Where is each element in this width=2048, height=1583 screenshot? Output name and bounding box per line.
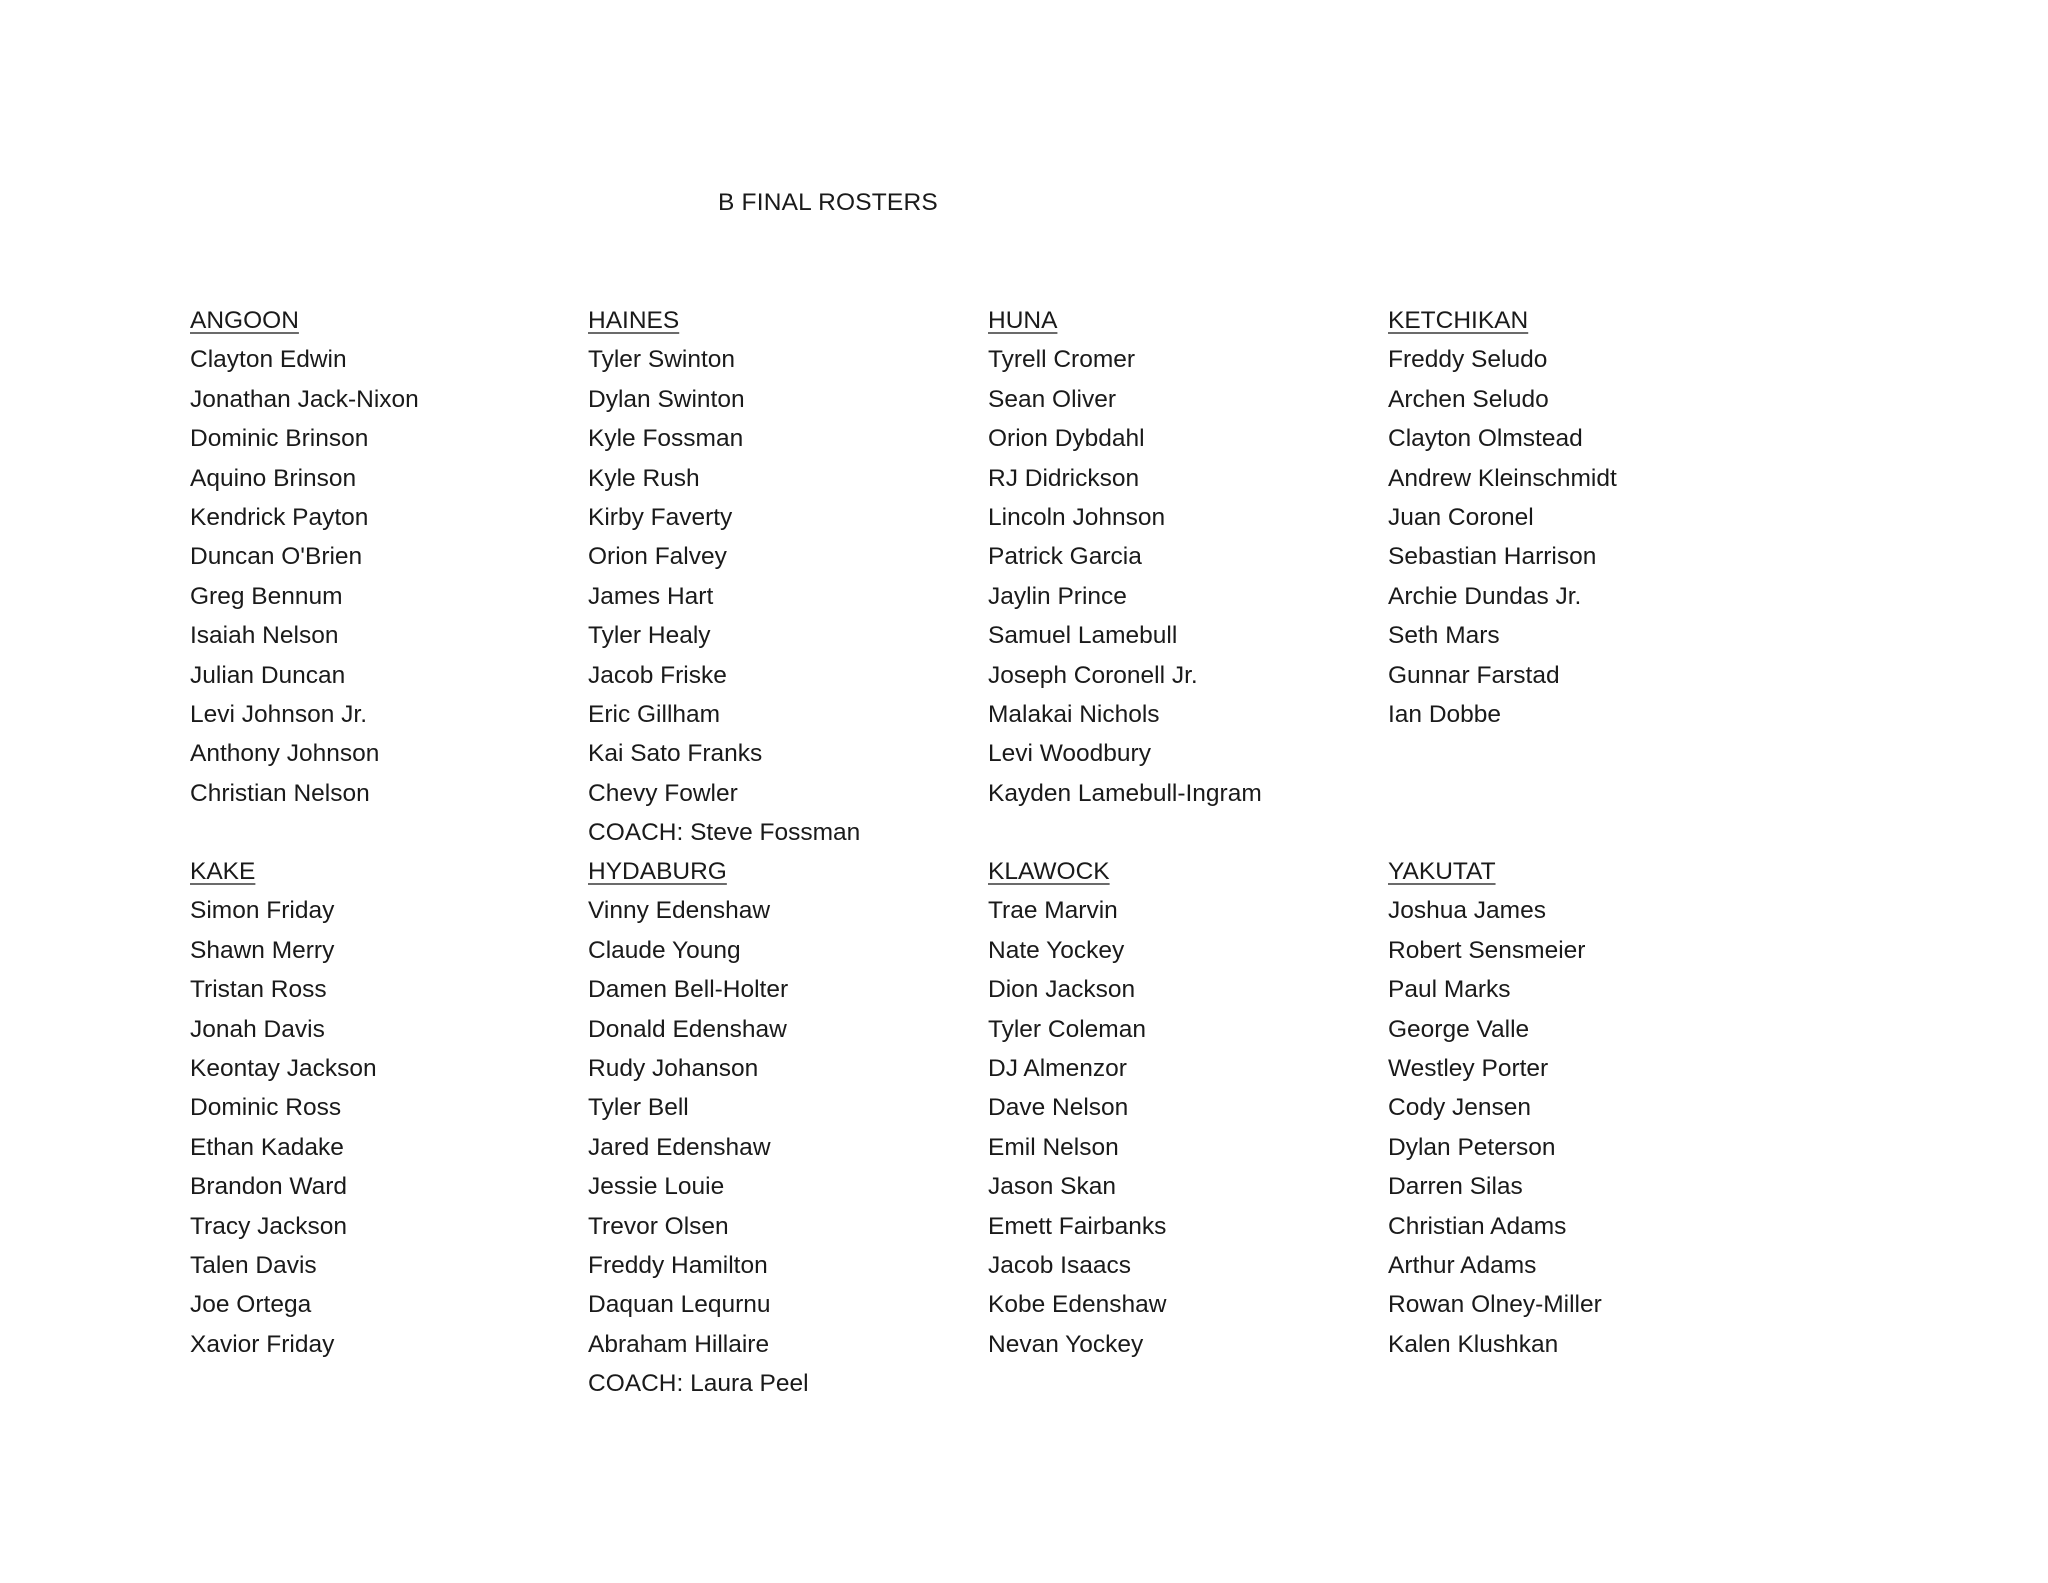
player-name: Seth Mars [1388,622,1500,650]
player-name: Emett Fairbanks [988,1212,1167,1240]
team-block [988,852,1388,1404]
player-name: Juan Coronel [1388,504,1534,532]
player-name: Gunnar Farstad [1388,661,1560,689]
player-name: Paul Marks [1388,976,1511,1004]
player-list [588,891,988,1403]
player-name: Arthur Adams [1388,1252,1537,1280]
player-name: Dave Nelson [988,1094,1129,1122]
player-name: Jonah Davis [190,1015,325,1043]
player-name: Claude Young [588,936,741,964]
player-list [190,340,588,813]
player-name: DJ Almenzor [988,1055,1127,1083]
player-name: Eric Gillham [588,701,721,729]
player-name: Rudy Johanson [588,1055,759,1083]
player-name: Julian Duncan [190,661,346,689]
player-name: Emil Nelson [988,1133,1119,1161]
player-list [190,891,588,1364]
player-name: Brandon Ward [190,1173,348,1201]
team-name: KAKE [190,858,256,885]
player-name: Tyler Coleman [988,1015,1146,1043]
player-name: Joseph Coronell Jr. [988,661,1198,689]
team-name: HYDABURG [588,858,727,885]
team-name: YAKUTAT [1388,858,1496,885]
team-name: ANGOON [190,307,299,334]
player-name: Sean Oliver [988,385,1117,413]
player-list [588,340,988,852]
player-name: Jared Edenshaw [588,1133,771,1161]
player-name: Trae Marvin [988,897,1118,925]
player-list [988,891,1388,1364]
player-name: Kobe Edenshaw [988,1291,1167,1319]
player-name: Tyrell Cromer [988,346,1136,374]
player-name: Dion Jackson [988,976,1136,1004]
player-name: Dominic Brinson [190,425,369,453]
coach-line: COACH: Laura Peel [588,1370,809,1398]
player-name: Anthony Johnson [190,740,380,768]
player-name: Rowan Olney-Miller [1388,1291,1602,1319]
team-block [1388,852,1788,1404]
player-name: Dominic Ross [190,1094,342,1122]
player-name: Simon Friday [190,897,335,925]
player-name: Malakai Nichols [988,701,1160,729]
coach-line: COACH: Steve Fossman [588,819,861,847]
player-name: Sebastian Harrison [1388,543,1597,571]
player-list [1388,340,1788,734]
player-name: Keontay Jackson [190,1055,377,1083]
player-name: Xavior Friday [190,1330,335,1358]
player-name: Kirby Faverty [588,504,733,532]
player-name: Dylan Peterson [1388,1133,1556,1161]
player-name: Tyler Swinton [588,346,736,374]
player-name: Joshua James [1388,897,1546,925]
team-block [588,852,988,1404]
player-name: Clayton Olmstead [1388,425,1583,453]
player-name: Trevor Olsen [588,1212,729,1240]
player-name: Kalen Klushkan [1388,1330,1559,1358]
team-name: HUNA [988,307,1058,334]
team-block [190,852,588,1404]
player-name: Clayton Edwin [190,346,347,374]
player-name: Joe Ortega [190,1291,312,1319]
player-name: Daquan Lequrnu [588,1291,771,1319]
player-name: Nate Yockey [988,936,1125,964]
player-name: Andrew Kleinschmidt [1388,464,1617,492]
page-title: B FINAL ROSTERS [718,189,938,216]
team-block [588,301,988,852]
team-name: KLAWOCK [988,858,1110,885]
team-name: KETCHIKAN [1388,307,1529,334]
player-list [1388,891,1788,1364]
player-name: Jacob Isaacs [988,1252,1131,1280]
player-name: George Valle [1388,1015,1530,1043]
player-name: RJ Didrickson [988,464,1140,492]
player-name: Orion Dybdahl [988,425,1145,453]
player-name: Kyle Rush [588,464,700,492]
player-name: Jessie Louie [588,1173,725,1201]
player-name: Jonathan Jack-Nixon [190,385,419,413]
player-name: Archen Seludo [1388,385,1549,413]
player-list [988,340,1388,813]
player-name: Tracy Jackson [190,1212,348,1240]
player-name: Freddy Seludo [1388,346,1548,374]
player-name: Lincoln Johnson [988,504,1166,532]
roster-grid [190,301,1788,1404]
player-name: Greg Bennum [190,582,343,610]
player-name: Jason Skan [988,1173,1117,1201]
player-name: Ian Dobbe [1388,701,1502,729]
team-block [988,301,1388,852]
player-name: Jaylin Prince [988,582,1127,610]
player-name: Dylan Swinton [588,385,745,413]
player-name: Tristan Ross [190,976,327,1004]
team-block [190,301,588,852]
player-name: Kyle Fossman [588,425,744,453]
player-name: Jacob Friske [588,661,727,689]
team-block [1388,301,1788,852]
player-name: Levi Johnson Jr. [190,701,368,729]
player-name: Samuel Lamebull [988,622,1178,650]
player-name: Freddy Hamilton [588,1252,768,1280]
player-name: Damen Bell-Holter [588,976,789,1004]
player-name: Christian Adams [1388,1212,1567,1240]
player-name: Ethan Kadake [190,1133,344,1161]
player-name: Aquino Brinson [190,464,357,492]
player-name: Talen Davis [190,1252,317,1280]
player-name: Kendrick Payton [190,504,369,532]
player-name: Westley Porter [1388,1055,1549,1083]
player-name: Archie Dundas Jr. [1388,582,1582,610]
player-name: James Hart [588,582,714,610]
player-name: Tyler Healy [588,622,711,650]
player-name: Robert Sensmeier [1388,936,1586,964]
player-name: Duncan O'Brien [190,543,363,571]
player-name: Cody Jensen [1388,1094,1532,1122]
player-name: Christian Nelson [190,779,370,807]
player-name: Tyler Bell [588,1094,689,1122]
player-name: Levi Woodbury [988,740,1151,768]
player-name: Kayden Lamebull-Ingram [988,779,1262,807]
player-name: Donald Edenshaw [588,1015,787,1043]
player-name: Orion Falvey [588,543,727,571]
player-name: Chevy Fowler [588,779,738,807]
player-name: Kai Sato Franks [588,740,763,768]
player-name: Shawn Merry [190,936,335,964]
player-name: Isaiah Nelson [190,622,339,650]
player-name: Darren Silas [1388,1173,1523,1201]
player-name: Abraham Hillaire [588,1330,770,1358]
player-name: Patrick Garcia [988,543,1142,571]
player-name: Nevan Yockey [988,1330,1144,1358]
player-name: Vinny Edenshaw [588,897,771,925]
team-name: HAINES [588,307,680,334]
